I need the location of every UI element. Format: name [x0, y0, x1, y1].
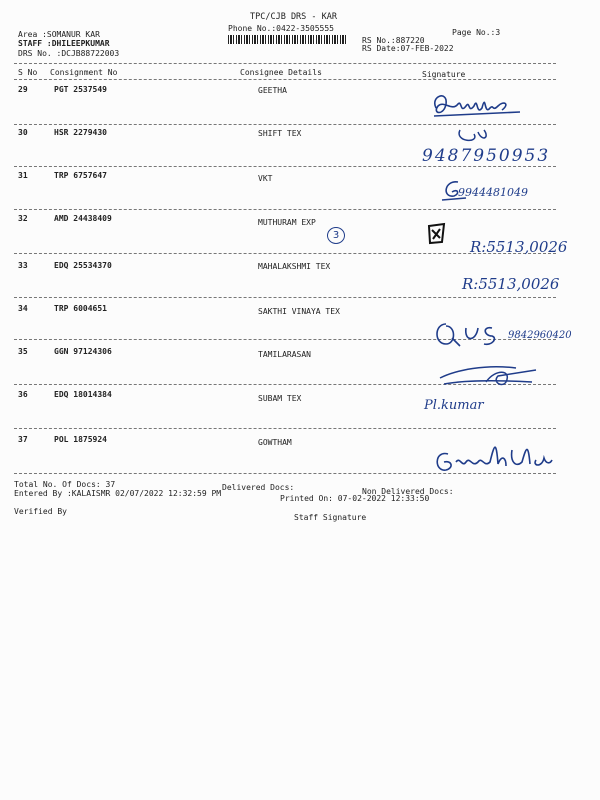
row-consignee: GOWTHAM — [258, 438, 292, 447]
row-consignee: TAMILARASAN — [258, 350, 311, 359]
page-number: Page No.:3 — [452, 28, 501, 37]
divider — [14, 124, 556, 125]
circled-annotation: 3 — [327, 227, 345, 244]
row-consignee: VKT — [258, 174, 273, 183]
row-consignment: GGN 97124306 — [54, 347, 112, 356]
printed-on: Printed On: 07-02-2022 12:33:50 — [280, 494, 430, 503]
row-consignee: MAHALAKSHMI TEX — [258, 262, 331, 271]
row-sno: 29 — [18, 85, 28, 94]
signature-phone-text: 9842960420 — [508, 330, 572, 341]
page-title: TPC/CJB DRS - KAR — [250, 12, 337, 22]
row-sno: 36 — [18, 390, 28, 399]
column-header-sno: S No — [18, 68, 38, 77]
verified-by: Verified By — [14, 507, 67, 516]
row-consignment: PGT 2537549 — [54, 85, 107, 94]
row-sno: 30 — [18, 128, 28, 137]
non-delivered-docs: Non Delivered Docs: — [362, 487, 454, 496]
divider — [14, 428, 556, 429]
staff-label: STAFF :DHILEEPKUMAR — [18, 39, 110, 48]
row-sno: 37 — [18, 435, 28, 444]
delivered-docs: Delivered Docs: — [222, 483, 295, 492]
column-header-consignment: Consignment No — [50, 68, 118, 77]
entered-by: Entered By :KALAISMR 02/07/2022 12:32:59 PM — [14, 489, 222, 498]
staff-signature-label: Staff Signature — [294, 513, 367, 522]
signature-row-33: R:5513,0026 — [462, 275, 560, 293]
signature-row-32: R:5513,0026 — [470, 238, 568, 256]
row-sno: 31 — [18, 171, 28, 180]
rs-number: RS No.:887220 — [362, 36, 425, 45]
row-consignment: TRP 6757647 — [54, 171, 107, 180]
divider — [14, 79, 556, 80]
column-header-signature: Signature — [422, 70, 466, 79]
stamp-mark — [426, 222, 448, 246]
row-consignee: SHIFT TEX — [258, 129, 302, 138]
signature-phone-text: 9487950953 — [422, 146, 551, 166]
row-consignee: SAKTHI VINAYA TEX — [258, 307, 340, 316]
row-consignee: GEETHA — [258, 86, 287, 95]
drs-number: DRS No. :DCJB88722003 — [18, 49, 120, 58]
row-consignee: SUBAM TEX — [258, 394, 302, 403]
divider — [14, 209, 556, 210]
row-sno: 34 — [18, 304, 28, 313]
divider — [14, 297, 556, 298]
row-sno: 33 — [18, 261, 28, 270]
area-label: Area :SOMANUR KAR — [18, 30, 100, 39]
column-header-consignee: Consignee Details — [240, 68, 322, 77]
row-sno: 35 — [18, 347, 28, 356]
rs-date: RS Date:07-FEB-2022 — [362, 44, 454, 53]
row-consignment: EDQ 25534370 — [54, 261, 112, 270]
row-consignment: HSR 2279430 — [54, 128, 107, 137]
barcode — [228, 35, 348, 44]
divider — [14, 63, 556, 64]
row-consignment: POL 1875924 — [54, 435, 107, 444]
phone-number: Phone No.:0422-3505555 — [228, 24, 334, 33]
signature-row-36: Pl.kumar — [424, 398, 484, 413]
row-consignment: EDQ 18014384 — [54, 390, 112, 399]
row-consignment: TRP 6004651 — [54, 304, 107, 313]
signature-phone-text: 9944481049 — [458, 186, 528, 199]
row-consignee: MUTHURAM EXP — [258, 218, 316, 227]
row-consignment: AMD 24438409 — [54, 214, 112, 223]
total-docs: Total No. Of Docs: 37 — [14, 480, 116, 489]
row-sno: 32 — [18, 214, 28, 223]
